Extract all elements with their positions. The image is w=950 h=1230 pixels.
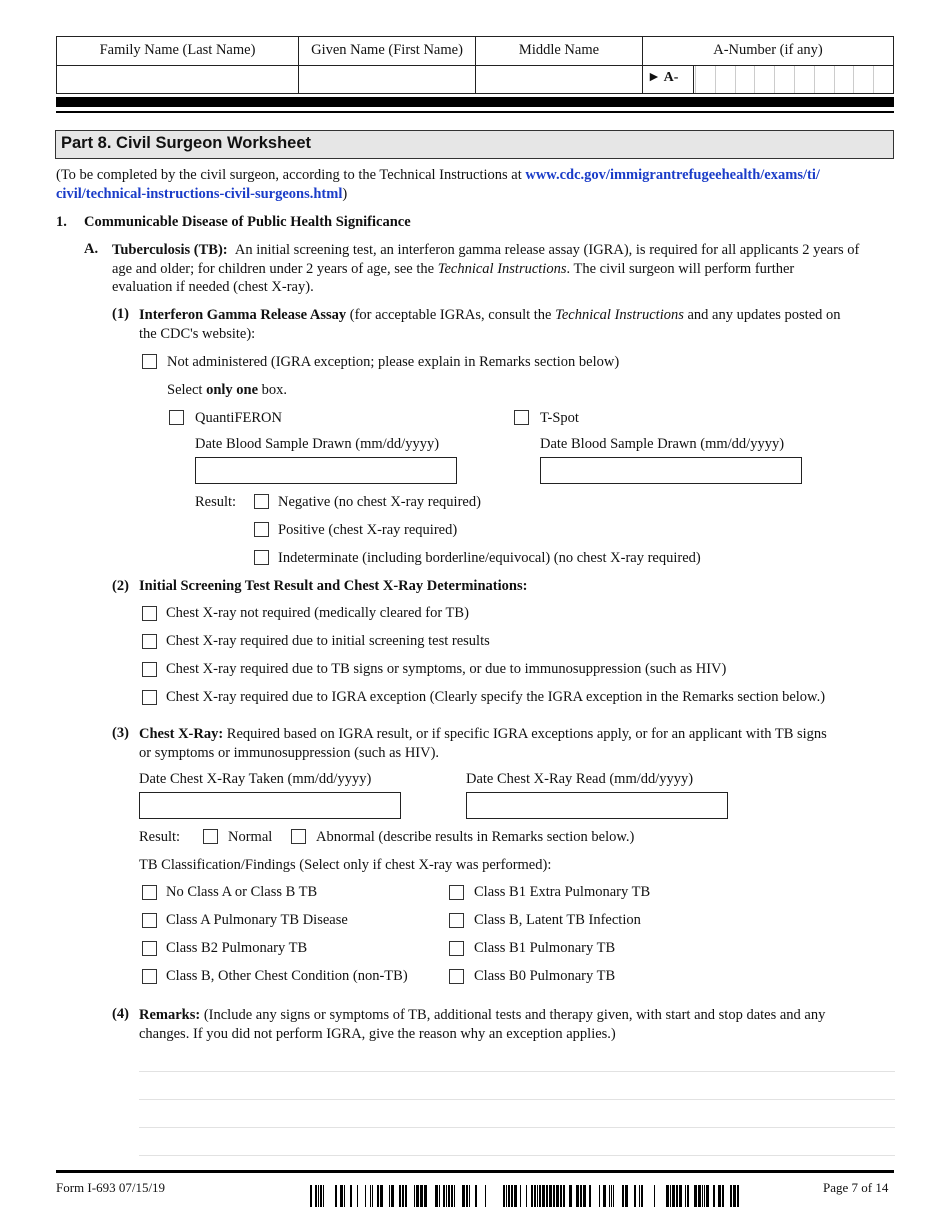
igra-title: Interferon Gamma Release Assay xyxy=(139,307,347,323)
xray-date-taken-label: Date Chest X-Ray Taken (mm/dd/yyyy) xyxy=(139,771,372,787)
result-indeterminate-checkbox[interactable] xyxy=(254,550,269,565)
remarks-text-1: (Include any signs or symptoms of TB, additional tests and therapy given, with start and stop dates and any xyxy=(200,1007,826,1023)
result-indeterminate-label: Indeterminate (including borderline/equivocal) (no chest X-ray required) xyxy=(278,550,701,566)
middle-name-label: Middle Name xyxy=(518,42,600,58)
xray-not-required-label: Chest X-ray not required (medically cleared for TB) xyxy=(166,605,469,621)
result-negative-checkbox[interactable] xyxy=(254,494,269,509)
remarks-title: Remarks: xyxy=(139,1007,201,1023)
igra-paragraph xyxy=(139,306,909,343)
tb-text-3: evaluation if needed (chest X-ray). xyxy=(112,279,314,295)
class-b-latent-checkbox[interactable] xyxy=(449,913,464,928)
class-b2-pulmonary-label: Class B2 Pulmonary TB xyxy=(166,940,308,956)
remarks-text-2: changes. If you did not perform IGRA, give the reason why an exception applies.) xyxy=(139,1025,616,1042)
section-a-label: A. xyxy=(84,241,99,257)
tb-title: Tuberculosis (TB): xyxy=(112,242,228,258)
tspot-date-input[interactable] xyxy=(540,457,802,484)
igra-result-label: Result: xyxy=(195,494,237,510)
barcode-image xyxy=(310,1185,743,1207)
remarks-number: (4) xyxy=(112,1006,129,1022)
part-title: Part 8. Civil Surgeon Worksheet xyxy=(55,130,894,159)
tb-text-2b: . The civil surgeon will perform further xyxy=(566,260,795,277)
anumber-label: A-Number (if any) xyxy=(713,42,823,58)
tb-classification-label: TB Classification/Findings (Select only if chest X-ray was performed): xyxy=(139,857,552,873)
header-thick-rule xyxy=(56,97,894,107)
result-negative-label: Negative (no chest X-ray required) xyxy=(278,494,481,510)
quantiferon-date-label: Date Blood Sample Drawn (mm/dd/yyyy) xyxy=(195,436,440,452)
xray-screening-result-checkbox[interactable] xyxy=(142,634,157,649)
result-positive-checkbox[interactable] xyxy=(254,522,269,537)
remarks-paragraph xyxy=(139,1006,909,1043)
xray-paragraph xyxy=(139,725,909,762)
xray-signs-symptoms-label: Chest X-ray required due to TB signs or symptoms, or due to immunosuppression (such as HIV) xyxy=(166,661,727,677)
family-name-label: Family Name (Last Name) xyxy=(99,42,256,58)
not-administered-label: Not administered (IGRA exception; please explain in Remarks section below) xyxy=(167,354,620,370)
xray-text-2: or symptoms or immunosuppression (such as HIV). xyxy=(139,744,440,761)
intro-close: ) xyxy=(342,186,348,202)
igra-number: (1) xyxy=(112,306,129,322)
header-thin-rule xyxy=(56,111,894,113)
screening-number: (2) xyxy=(112,578,129,594)
class-none-label: No Class A or Class B TB xyxy=(166,884,318,900)
remarks-line xyxy=(139,1127,895,1128)
class-b-latent-label: Class B, Latent TB Infection xyxy=(474,912,641,928)
xray-number: (3) xyxy=(112,725,129,741)
tb-text-1: An initial screening test, an interferon gamma release assay (IGRA), is required for all applicants 2 years of xyxy=(234,242,860,258)
class-b-other-checkbox[interactable] xyxy=(142,969,157,984)
igra-text-2: the CDC's website): xyxy=(139,325,256,342)
xray-screening-result-label: Chest X-ray required due to initial screening test results xyxy=(166,633,490,649)
xray-title: Chest X-Ray: xyxy=(139,726,224,742)
class-b0-pulmonary-label: Class B0 Pulmonary TB xyxy=(474,968,616,984)
remarks-line xyxy=(139,1099,895,1100)
xray-abnormal-label: Abnormal (describe results in Remarks section below.) xyxy=(316,829,635,845)
class-b-other-label: Class B, Other Chest Condition (non-TB) xyxy=(166,968,408,984)
remarks-line xyxy=(139,1071,895,1072)
quantiferon-date-input[interactable] xyxy=(195,457,457,484)
family-name-input[interactable] xyxy=(59,67,299,93)
quantiferon-checkbox[interactable] xyxy=(169,410,184,425)
xray-date-read-label: Date Chest X-Ray Read (mm/dd/yyyy) xyxy=(466,771,694,787)
igra-text-italic: Technical Instructions xyxy=(555,307,684,323)
not-administered-checkbox[interactable] xyxy=(142,354,157,369)
page-number: Page 7 of 14 xyxy=(823,1180,889,1195)
remarks-line xyxy=(139,1155,895,1156)
anumber-input[interactable] xyxy=(695,66,893,93)
tspot-checkbox[interactable] xyxy=(514,410,529,425)
section1-title: Communicable Disease of Public Health Significance xyxy=(84,214,411,230)
middle-name-input[interactable] xyxy=(479,67,643,93)
form-id: Form I-693 07/15/19 xyxy=(56,1180,166,1195)
xray-text-1: Required based on IGRA result, or if specific IGRA exceptions apply, or for an applicant with TB signs xyxy=(223,726,827,742)
class-a-pulmonary-label: Class A Pulmonary TB Disease xyxy=(166,912,348,928)
footer-rule xyxy=(56,1170,894,1173)
xray-normal-label: Normal xyxy=(228,829,273,845)
select-one-instruction: Select only one box. xyxy=(167,382,288,398)
quantiferon-label: QuantiFERON xyxy=(195,410,282,426)
result-positive-label: Positive (chest X-ray required) xyxy=(278,522,458,538)
tb-paragraph xyxy=(112,241,902,297)
class-b2-pulmonary-checkbox[interactable] xyxy=(142,941,157,956)
class-b1-pulmonary-checkbox[interactable] xyxy=(449,941,464,956)
xray-igra-exception-checkbox[interactable] xyxy=(142,690,157,705)
intro-paragraph xyxy=(56,166,896,204)
tb-text-2a: age and older; for children under 2 years of age, see the xyxy=(112,260,438,277)
class-a-pulmonary-checkbox[interactable] xyxy=(142,913,157,928)
class-none-checkbox[interactable] xyxy=(142,885,157,900)
xray-not-required-checkbox[interactable] xyxy=(142,606,157,621)
intro-text: (To be completed by the civil surgeon, according to the Technical Instructions at xyxy=(56,167,526,183)
igra-text-1b: and any updates posted on xyxy=(683,307,841,323)
given-name-input[interactable] xyxy=(302,67,476,93)
xray-date-read-input[interactable] xyxy=(466,792,728,819)
anumber-divider xyxy=(693,66,694,93)
tspot-label: T-Spot xyxy=(540,410,579,426)
igra-text-1a: (for acceptable IGRAs, consult the xyxy=(346,307,556,323)
class-b1-pulmonary-label: Class B1 Pulmonary TB xyxy=(474,940,616,956)
tspot-date-label: Date Blood Sample Drawn (mm/dd/yyyy) xyxy=(540,436,785,452)
cdc-link-part2[interactable]: civil/technical-instructions-civil-surgeons.html xyxy=(56,186,343,202)
tb-text-2-italic: Technical Instructions xyxy=(437,260,567,277)
given-name-label: Given Name (First Name) xyxy=(311,42,463,58)
cdc-link-part1[interactable]: www.cdc.gov/immigrantrefugeehealth/exams/ti/ xyxy=(525,167,820,183)
xray-igra-exception-label: Chest X-ray required due to IGRA exception (Clearly specify the IGRA exception in the Remarks section below.) xyxy=(166,689,826,705)
screening-title: Initial Screening Test Result and Chest X-Ray Determinations: xyxy=(139,578,528,594)
xray-date-taken-input[interactable] xyxy=(139,792,401,819)
class-b1-extra-pulmonary-checkbox[interactable] xyxy=(449,885,464,900)
xray-signs-symptoms-checkbox[interactable] xyxy=(142,662,157,677)
xray-result-label: Result: xyxy=(139,829,181,845)
class-b0-pulmonary-checkbox[interactable] xyxy=(449,969,464,984)
applicant-name-table xyxy=(56,36,894,94)
anumber-prefix: ► A- xyxy=(647,70,679,85)
xray-normal-checkbox[interactable] xyxy=(203,829,218,844)
class-b1-extra-pulmonary-label: Class B1 Extra Pulmonary TB xyxy=(474,884,651,900)
section1-number: 1. xyxy=(56,214,67,230)
xray-abnormal-checkbox[interactable] xyxy=(291,829,306,844)
